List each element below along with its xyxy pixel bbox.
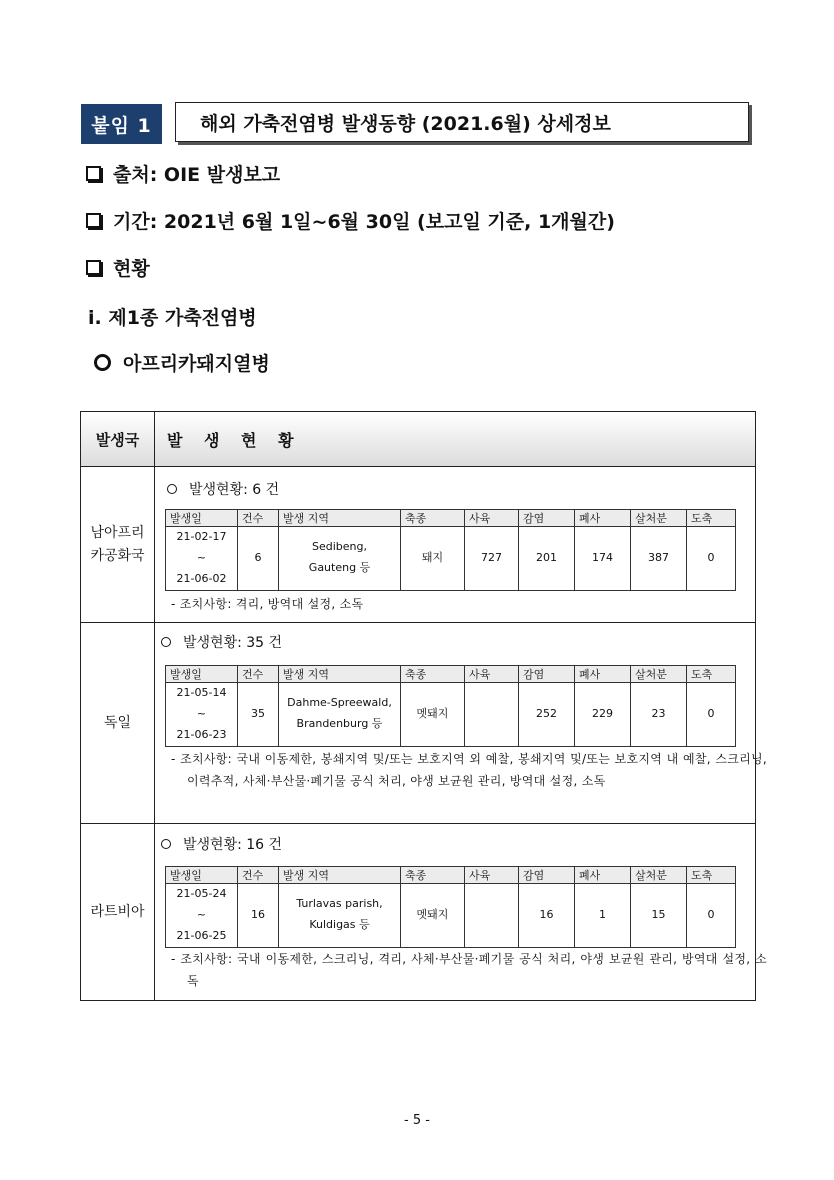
date-from: 21-05-14	[176, 686, 227, 699]
dead-cell: 174	[575, 527, 631, 591]
square-bullet-icon	[86, 260, 101, 275]
col-dead: 폐사	[575, 666, 631, 683]
col-count: 건수	[238, 867, 279, 884]
region-cell: Turlavas parish, Kuldigas 등	[279, 884, 401, 948]
country-section-south-africa	[81, 467, 755, 623]
col-species: 축종	[401, 510, 465, 527]
source-text: 출처: OIE 발생보고	[113, 164, 281, 186]
country-name-text: 라트비아	[90, 903, 145, 920]
table-header	[81, 412, 755, 467]
col-count: 건수	[238, 510, 279, 527]
count-cell: 6	[238, 527, 279, 591]
measures-text: - 조치사항: 격리, 방역대 설정, 소독	[171, 597, 364, 611]
summary-line	[161, 632, 282, 652]
region-cell: Dahme-Spreewald, Brandenburg 등	[279, 683, 401, 747]
country-section-germany	[81, 623, 767, 824]
summary-line	[167, 479, 279, 499]
col-date: 발생일	[166, 867, 238, 884]
dead-cell: 229	[575, 683, 631, 747]
infected-cell: 201	[519, 527, 575, 591]
period-line	[84, 207, 615, 234]
circle-bullet-icon	[94, 354, 111, 371]
col-raised: 사육	[465, 666, 519, 683]
page-title-text: 해외 가축전염병 발생동향 (2021.6월) 상세정보	[200, 112, 611, 135]
circle-bullet-icon	[167, 484, 177, 494]
raised-cell	[465, 884, 519, 948]
col-region: 발생 지역	[279, 510, 401, 527]
date-sep: ~	[196, 706, 207, 720]
col-raised: 사육	[465, 510, 519, 527]
table-row	[166, 884, 736, 948]
col-region: 발생 지역	[279, 867, 401, 884]
square-bullet-icon	[86, 166, 101, 181]
summary-line	[161, 834, 282, 854]
date-from: 21-02-17	[176, 530, 227, 543]
country-name	[81, 467, 155, 622]
detail-header-row	[166, 867, 736, 884]
country-name-text: 남아프리카공화국	[90, 525, 145, 564]
species-cell: 멧돼지	[401, 683, 465, 747]
date-cell	[166, 884, 238, 948]
col-infected: 감염	[519, 867, 575, 884]
count-cell: 35	[238, 683, 279, 747]
col-dead: 폐사	[575, 867, 631, 884]
source-line	[84, 160, 280, 187]
detail-header-row	[166, 510, 736, 527]
date-sep: ~	[196, 550, 207, 564]
detail-table	[165, 509, 736, 591]
col-slaughtered: 도축	[687, 666, 736, 683]
col-dead: 폐사	[575, 510, 631, 527]
summary-text: 발생현황: 35 건	[183, 635, 283, 651]
header-country: 발생국	[81, 412, 155, 466]
attachment-badge: 붙임 1	[81, 104, 162, 144]
date-to: 21-06-25	[176, 928, 227, 942]
col-slaughtered: 도축	[687, 867, 736, 884]
species-cell: 돼지	[401, 527, 465, 591]
disease-text: 아프리카돼지열병	[123, 353, 270, 375]
raised-cell	[465, 683, 519, 747]
page-number: - 5 -	[404, 1113, 430, 1128]
table-row	[166, 527, 736, 591]
detail-table	[165, 866, 736, 948]
circle-bullet-icon	[161, 839, 171, 849]
raised-cell: 727	[465, 527, 519, 591]
date-to: 21-06-23	[176, 727, 227, 741]
square-bullet-icon	[86, 213, 101, 228]
date-cell	[166, 527, 238, 591]
col-count: 건수	[238, 666, 279, 683]
summary-text: 발생현황: 16 건	[183, 837, 283, 853]
summary-text: 발생현황: 6 건	[189, 482, 280, 498]
date-cell	[166, 683, 238, 747]
col-slaughtered: 도축	[687, 510, 736, 527]
species-cell: 멧돼지	[401, 884, 465, 948]
circle-bullet-icon	[161, 637, 171, 647]
culled-cell: 15	[631, 884, 687, 948]
col-raised: 사육	[465, 867, 519, 884]
col-region: 발생 지역	[279, 666, 401, 683]
date-from: 21-05-24	[176, 887, 227, 900]
country-name	[81, 623, 155, 823]
culled-cell: 387	[631, 527, 687, 591]
period-text: 기간: 2021년 6월 1일~6월 30일 (보고일 기준, 1개월간)	[113, 211, 615, 233]
page-title	[175, 102, 749, 142]
slaughtered-cell: 0	[687, 527, 736, 591]
status-heading-text: 현황	[113, 258, 150, 280]
class-heading-text: ⅰ. 제1종 가축전염병	[88, 307, 257, 329]
measures-text: - 조치사항: 국내 이동제한, 스크리닝, 격리, 사체·부산물·폐기물 공식 처리, 야생 보균원 관리, 방역대 설정, 소독	[171, 952, 767, 988]
outbreak-table	[80, 411, 767, 1001]
infected-cell: 252	[519, 683, 575, 747]
country-section-latvia	[81, 824, 767, 1000]
status-heading	[84, 254, 150, 281]
col-species: 축종	[401, 867, 465, 884]
country-name-text: 독일	[103, 714, 132, 731]
measures-text: - 조치사항: 국내 이동제한, 봉쇄지역 및/또는 보호지역 외 예찰, 봉쇄지역 및/또는 보호지역 내 예찰, 스크리닝, 이력추적, 사체·부산물·폐기물 공식 처리, 야생 보균원 관리, 방역대 설정, 소독	[171, 752, 767, 788]
col-date: 발생일	[166, 510, 238, 527]
country-name	[81, 824, 155, 1000]
col-culled: 살처분	[631, 666, 687, 683]
col-infected: 감염	[519, 666, 575, 683]
col-species: 축종	[401, 666, 465, 683]
disease-heading	[94, 349, 270, 376]
slaughtered-cell: 0	[687, 884, 736, 948]
detail-table	[165, 665, 736, 747]
col-culled: 살처분	[631, 510, 687, 527]
culled-cell: 23	[631, 683, 687, 747]
col-culled: 살처분	[631, 867, 687, 884]
count-cell: 16	[238, 884, 279, 948]
header-status: 발 생 현 황	[167, 430, 302, 450]
col-infected: 감염	[519, 510, 575, 527]
table-row	[166, 683, 736, 747]
dead-cell: 1	[575, 884, 631, 948]
slaughtered-cell: 0	[687, 683, 736, 747]
infected-cell: 16	[519, 884, 575, 948]
date-to: 21-06-02	[176, 571, 227, 585]
col-date: 발생일	[166, 666, 238, 683]
class-heading	[88, 303, 257, 330]
region-cell: Sedibeng, Gauteng 등	[279, 527, 401, 591]
detail-header-row	[166, 666, 736, 683]
date-sep: ~	[196, 907, 207, 921]
